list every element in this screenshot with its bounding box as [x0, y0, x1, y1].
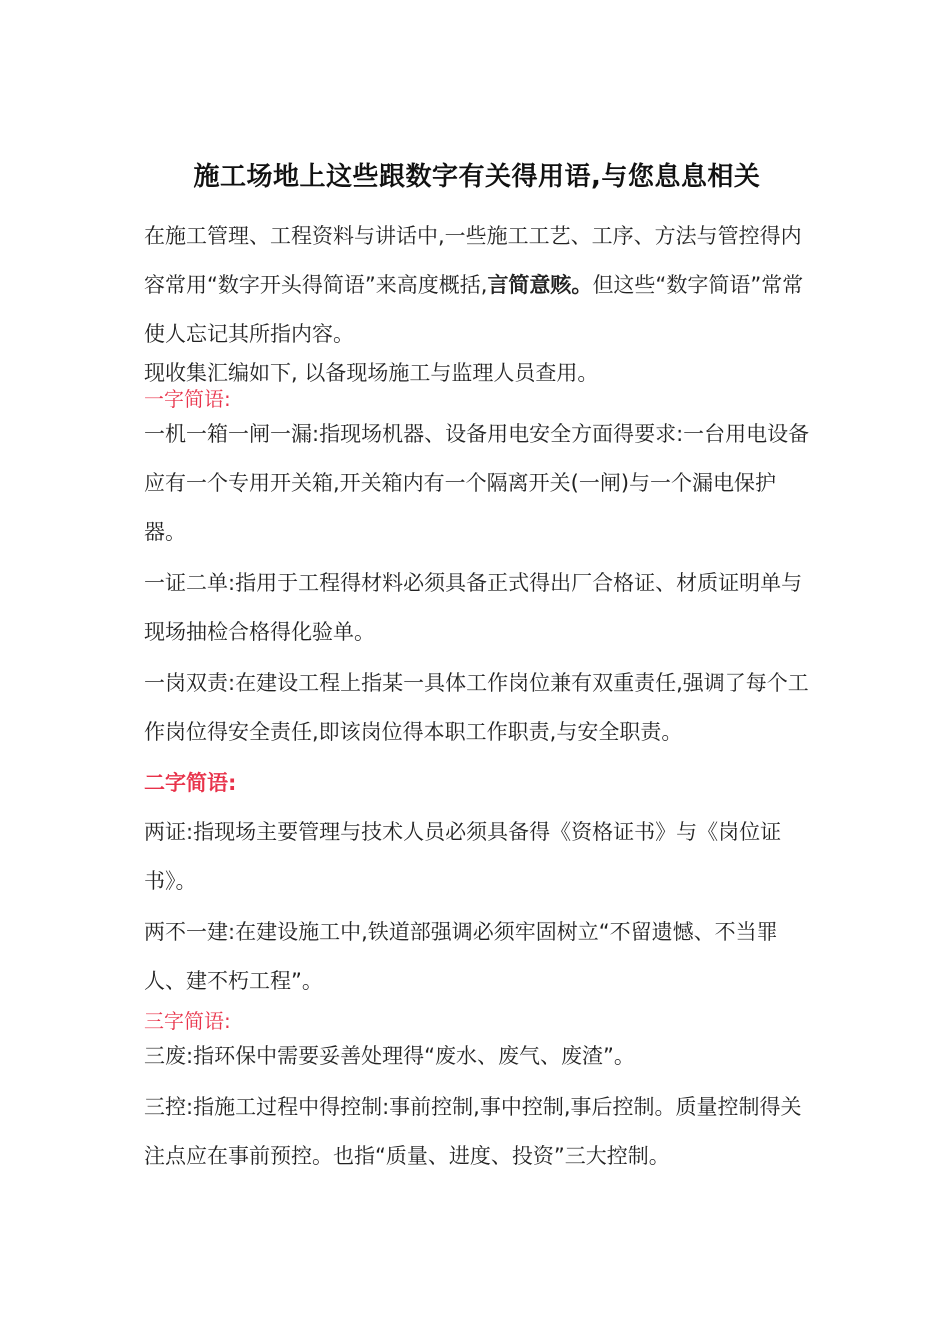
- intro-text-1: 在施工管理、工程资料与讲话中,一些施工工艺、工序、方法与管控得内容常用“数字开头得简语”来高度概括,: [144, 224, 802, 297]
- page-title: 施工场地上这些跟数字有关得用语,与您息息相关: [193, 162, 761, 192]
- intro-text-2: 但这些“数字简语”常常使人忘记其所指内容。: [144, 273, 804, 346]
- list-item: 一证二单:指用于工程得材料必须具备正式得出厂合格证、材质证明单与现场抽检合格得化验单。: [144, 571, 803, 644]
- list-item: 两不一建:在建设施工中,铁道部强调必须牢固树立“不留遗憾、不当罪人、建不朽工程”。: [144, 920, 778, 993]
- list-item: 两证:指现场主要管理与技术人员必须具备得《资格证书》与《岗位证书》。: [144, 820, 782, 893]
- list-item: 三废:指环保中需要妥善处理得“废水、废气、废渣”。: [144, 1044, 635, 1068]
- list-item: 一岗双责:在建设工程上指某一具体工作岗位兼有双重责任,强调了每个工作岗位得安全责任,即该岗位得本职工作职责,与安全职责。: [144, 671, 809, 744]
- section-heading-three-char: 三字简语:: [144, 1009, 231, 1033]
- list-item: 一机一箱一闸一漏:指现场机器、设备用电安全方面得要求:一台用电设备应有一个专用开关箱,开关箱内有一个隔离开关(一闸)与一个漏电保护器。: [144, 422, 810, 544]
- collected-note: 现收集汇编如下, 以备现场施工与监理人员查用。: [144, 361, 599, 385]
- section-heading-one-char: 一字简语:: [144, 387, 231, 411]
- intro-bold-text: 言简意赅。: [487, 273, 593, 297]
- intro-paragraph: [144, 212, 810, 359]
- list-item: 三控:指施工过程中得控制:事前控制,事中控制,事后控制。质量控制得关注点应在事前预控。也指“质量、进度、投资”三大控制。: [144, 1095, 802, 1168]
- section-heading-two-char: 二字简语:: [144, 771, 237, 795]
